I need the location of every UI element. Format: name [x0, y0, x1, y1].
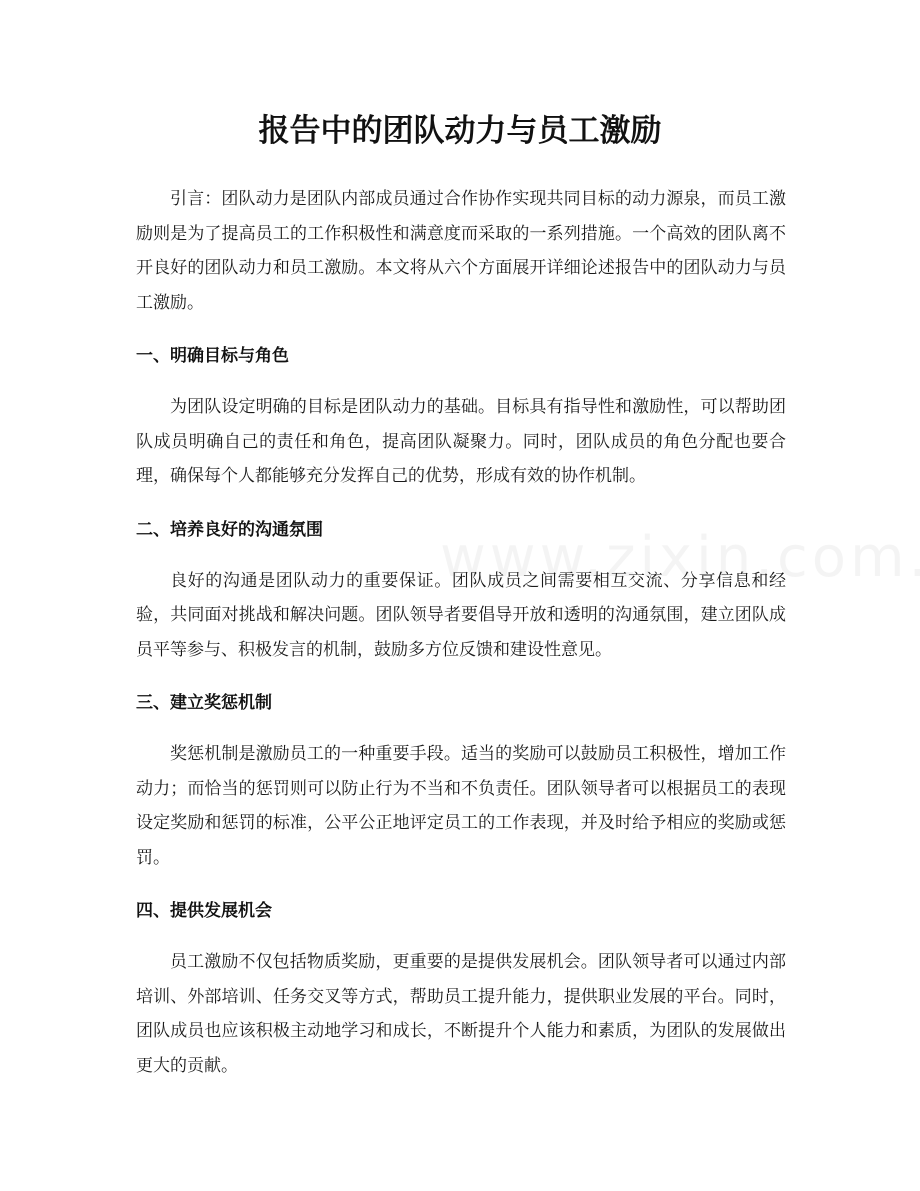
section-heading-3: 三、建立奖惩机制: [136, 693, 272, 713]
section-paragraph-4: 员工激励不仅包括物质奖励，更重要的是提供发展机会。团队领导者可以通过内部培训、外部培训、任务交叉等方式，帮助员工提升能力，提供职业发展的平台。同时，团队成员也应该积极主动地学习和成长，不断提升个人能力和素质，为团队的发展做出更大的贡献。: [136, 952, 786, 1076]
section-paragraph-3: 奖惩机制是激励员工的一种重要手段。适当的奖励可以鼓励员工积极性，增加工作动力；而恰当的惩罚则可以防止行为不当和不负责任。团队领导者可以根据员工的表现设定奖励和惩罚的标准，公平公正地评定员工的工作表现，并及时给予相应的奖励或惩罚。: [136, 744, 786, 868]
document-body: [136, 182, 786, 1083]
section-heading-1: 一、明确目标与角色: [136, 346, 289, 366]
section-paragraph-2: 良好的沟通是团队动力的重要保证。团队成员之间需要相互交流、分享信息和经验，共同面对挑战和解决问题。团队领导者要倡导开放和透明的沟通氛围，建立团队成员平等参与、积极发言的机制，鼓励多方位反馈和建设性意见。: [136, 570, 786, 660]
section-heading-4: 四、提供发展机会: [136, 901, 272, 921]
section-heading-2: 二、培养良好的沟通氛围: [136, 519, 323, 540]
page-title: 报告中的团队动力与员工激励: [258, 113, 662, 149]
section-paragraph-1: 为团队设定明确的目标是团队动力的基础。目标具有指导性和激励性，可以帮助团队成员明确自己的责任和角色，提高团队凝聚力。同时，团队成员的角色分配也要合理，确保每个人都能够充分发挥自己的优势，形成有效的协作机制。: [136, 397, 786, 486]
intro-paragraph: 引言：团队动力是团队内部成员通过合作协作实现共同目标的动力源泉，而员工激励则是为了提高员工的工作积极性和满意度而采取的一系列措施。一个高效的团队离不开良好的团队动力和员工激励。本文将从六个方面展开详细论述报告中的团队动力与员工激励。: [136, 189, 786, 313]
